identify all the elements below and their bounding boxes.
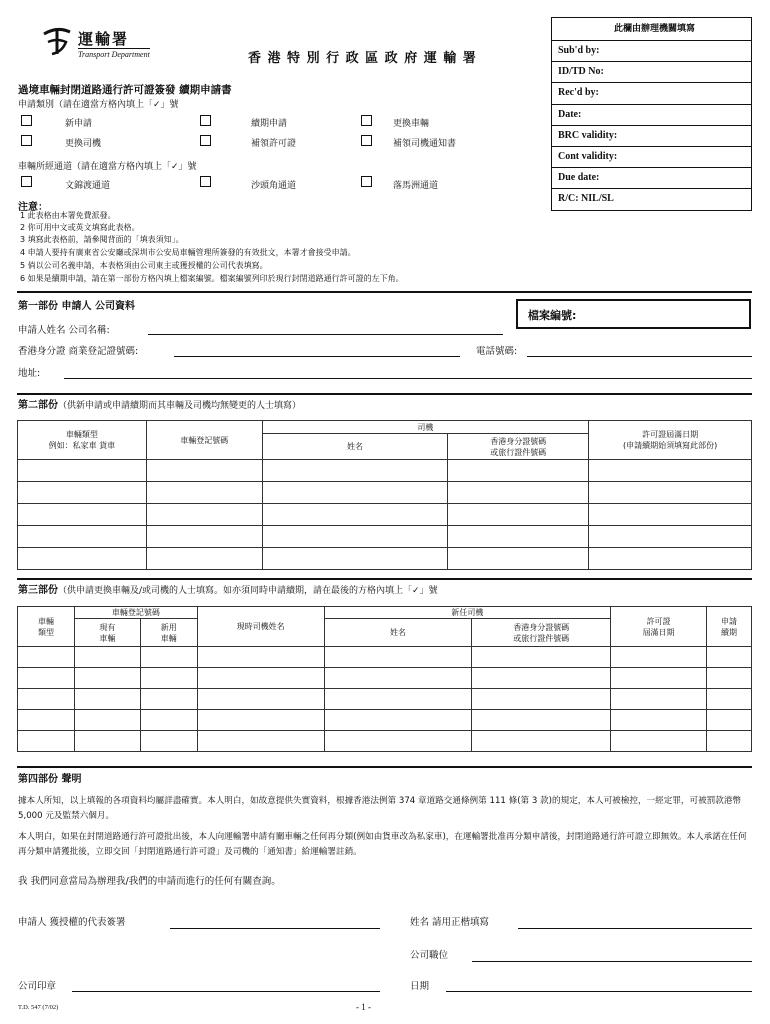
office-field-due-date: Due date: <box>552 167 751 188</box>
address-field[interactable] <box>64 378 752 379</box>
part2-subtitle: （供新申請或申請續期而其車輛及司機均無變更的人士填寫） <box>58 401 302 411</box>
checkbox-replace-permit[interactable] <box>200 135 211 146</box>
table-row <box>18 548 752 570</box>
p3-head-name: 姓名 <box>324 619 472 647</box>
part2-title: 第二部份 <box>18 400 58 411</box>
logo-chinese: 運輸署 <box>78 30 130 48</box>
label-man-kam-to: 文錦渡通道 <box>65 181 111 191</box>
note-4: 4 申請人要持有廣東省公安廳或深圳市公安局車輛管理所簽發的有效批文，本署才會接受申請。 <box>20 248 356 257</box>
checkbox-change-driver[interactable] <box>21 135 32 146</box>
logo-english: Transport Department <box>78 50 150 59</box>
label-change-driver: 更換司機 <box>65 139 102 149</box>
label-renewal: 續期申請 <box>251 119 288 129</box>
office-field-date: Date: <box>552 104 751 125</box>
p3-head-id: 香港身分證號碼 或旅行證件號碼 <box>472 619 611 647</box>
office-field-id-no: ID/TD No: <box>552 61 751 82</box>
part2-heading <box>18 396 301 411</box>
p2-head-id: 香港身分證號碼 或旅行證件號碼 <box>448 434 589 460</box>
route-prompt: 車輛所經通道（請在適當方格內填上「✓」號 <box>18 162 197 172</box>
note-1: 1 此表格由本署免費派發。 <box>20 211 116 220</box>
p2-head-expiry: 許可證屆滿日期 (申請續期始須填寫此部份) <box>589 421 752 460</box>
page-number: - 1 - <box>356 1002 371 1012</box>
note-3: 3 填寫此表格前，請參閱背面的「填表須知」。 <box>20 235 184 244</box>
label-sha-tau-kok: 沙頭角通道 <box>251 181 297 191</box>
office-field-rc: R/C: NIL/SL <box>552 188 751 209</box>
transport-department-logo <box>40 24 170 64</box>
phone-label: 電話號碼: <box>476 346 518 357</box>
applicant-signature-field[interactable] <box>170 928 380 929</box>
p3-head-renew: 申請 續期 <box>707 607 752 647</box>
part3-subtitle: （供申請更換車輛及/或司機的人士填寫。如亦須同時申請續期，請在最後的方格內填上「✓」號 <box>58 586 438 596</box>
part4-rule <box>17 766 752 768</box>
p3-head-existing: 現有 車輛 <box>74 619 140 647</box>
checkbox-replace-driver-notice[interactable] <box>361 135 372 146</box>
position-label: 公司職位 <box>410 950 449 961</box>
p3-head-new-vehicle: 新用 車輛 <box>140 619 197 647</box>
phone-field[interactable] <box>527 356 752 357</box>
part2-table <box>17 420 752 570</box>
address-label: 地址: <box>18 368 41 379</box>
date-label: 日期 <box>410 981 430 992</box>
name-block-field[interactable] <box>518 928 752 929</box>
office-field-recd-by: Rec'd by: <box>552 82 751 103</box>
notes-title: 注意： <box>18 202 48 213</box>
consent-statement: 我 我們同意當局為辦理我/我們的申請而進行的任何有關查詢。 <box>18 876 281 887</box>
company-chop-field[interactable] <box>72 991 380 992</box>
table-row <box>18 689 752 710</box>
p3-head-reg-no: 車輛登記號碼 <box>74 607 197 619</box>
p2-head-name: 姓名 <box>262 434 448 460</box>
checkbox-man-kam-to[interactable] <box>21 176 32 187</box>
department-title: 香 港 特 別 行 政 區 政 府 運 輸 署 <box>248 51 477 66</box>
checkbox-sha-tau-kok[interactable] <box>200 176 211 187</box>
name-block-label: 姓名 請用正楷填寫 <box>410 917 490 928</box>
checkbox-change-vehicle[interactable] <box>361 115 372 126</box>
part3-rule <box>17 578 752 580</box>
part3-title: 第三部份 <box>18 585 58 596</box>
file-number-box[interactable] <box>516 299 751 329</box>
table-row <box>18 482 752 504</box>
declaration-para-1: 據本人所知，以上填報的各項資料均屬詳盡確實。本人明白，如故意提供失實資料，根據香港法例第 374 章道路交通條例第 111 條(第 3 款)的規定，本人可被檢控，一經定罪，可被罰款港幣 5,000 元及監禁六個月。 <box>18 796 742 821</box>
category-prompt: 申請類別（請在適當方格內填上「✓」號 <box>18 100 179 110</box>
p2-head-vehicle-type: 車輛類型 例如：私家車 貨車 <box>18 421 147 460</box>
table-row <box>18 668 752 689</box>
label-new-application: 新申請 <box>65 119 93 129</box>
id-label: 香港身分證 商業登記證號碼: <box>18 346 139 357</box>
office-use-box <box>551 17 752 211</box>
table-row <box>18 526 752 548</box>
date-field[interactable] <box>446 991 752 992</box>
applicant-signature-label: 申請人 獲授權的代表簽署 <box>18 917 126 928</box>
note-2: 2 你可用中文或英文填寫此表格。 <box>20 223 140 232</box>
part4-title: 第四部份 聲明 <box>18 774 82 785</box>
declaration-para-2: 本人明白，如果在封閉道路通行許可證批出後，本人向運輸署申請有關車輛之任何再分類(例如由貨車改為私家車)，在運輸署批准再分類申請後，封閉道路通行許可證立即無效。本人承諾在任何再分類申請獲批後，立即交回「封閉道路通行許可證」及司機的「通知書」給運輸署註銷。 <box>18 832 747 857</box>
table-row <box>18 460 752 482</box>
applicant-name-field[interactable] <box>148 334 503 335</box>
p3-head-expiry: 許可證 屆滿日期 <box>611 607 707 647</box>
part1-title: 第一部份 申請人 公司資料 <box>18 301 135 312</box>
note-6: 6 如果是續期申請，請在第一部份方格內填上檔案編號。檔案編號列印於現行封閉道路通行許可證的左下角。 <box>20 274 404 283</box>
part1-rule <box>17 291 752 293</box>
office-box-heading: 此欄由辦理機關填寫 <box>613 24 695 34</box>
p2-head-reg-no: 車輛登記號碼 <box>146 421 262 460</box>
label-replace-permit: 補領許可證 <box>251 139 297 149</box>
p3-head-vehicle-type: 車輛 類型 <box>18 607 75 647</box>
logo-emblem-icon <box>40 24 74 58</box>
checkbox-new-application[interactable] <box>21 115 32 126</box>
form-title: 過境車輛封閉道路通行許可證簽發 續期申請書 <box>18 84 232 96</box>
p2-head-driver: 司機 <box>262 421 589 434</box>
checkbox-lok-ma-chau[interactable] <box>361 176 372 187</box>
table-row <box>18 731 752 752</box>
label-replace-driver-notice: 補領司機通知書 <box>393 139 457 149</box>
label-change-vehicle: 更換車輛 <box>393 119 430 129</box>
p3-head-new-driver: 新任司機 <box>324 607 611 619</box>
form-code: T.D. 547 (7/02) <box>18 1004 59 1011</box>
note-5: 5 倘以公司名義申請，本表格須由公司東主或獲授權的公司代表填寫。 <box>20 261 268 270</box>
part3-table <box>17 606 752 752</box>
office-field-subd-by: Sub'd by: <box>552 40 751 61</box>
label-lok-ma-chau: 落馬洲通道 <box>393 181 439 191</box>
position-field[interactable] <box>472 961 752 962</box>
company-chop-label: 公司印章 <box>18 981 57 992</box>
id-field[interactable] <box>174 356 460 357</box>
checkbox-renewal[interactable] <box>200 115 211 126</box>
part3-heading <box>18 581 438 596</box>
applicant-name-label: 申請人姓名 公司名稱: <box>18 325 110 336</box>
part2-rule <box>17 393 752 395</box>
table-row <box>18 710 752 731</box>
office-field-cont-validity: Cont validity: <box>552 146 751 167</box>
office-field-brc-validity: BRC validity: <box>552 125 751 146</box>
table-row <box>18 504 752 526</box>
p3-head-current-driver: 現時司機姓名 <box>197 607 324 647</box>
table-row <box>18 647 752 668</box>
file-number-label: 檔案編號: <box>528 309 577 322</box>
